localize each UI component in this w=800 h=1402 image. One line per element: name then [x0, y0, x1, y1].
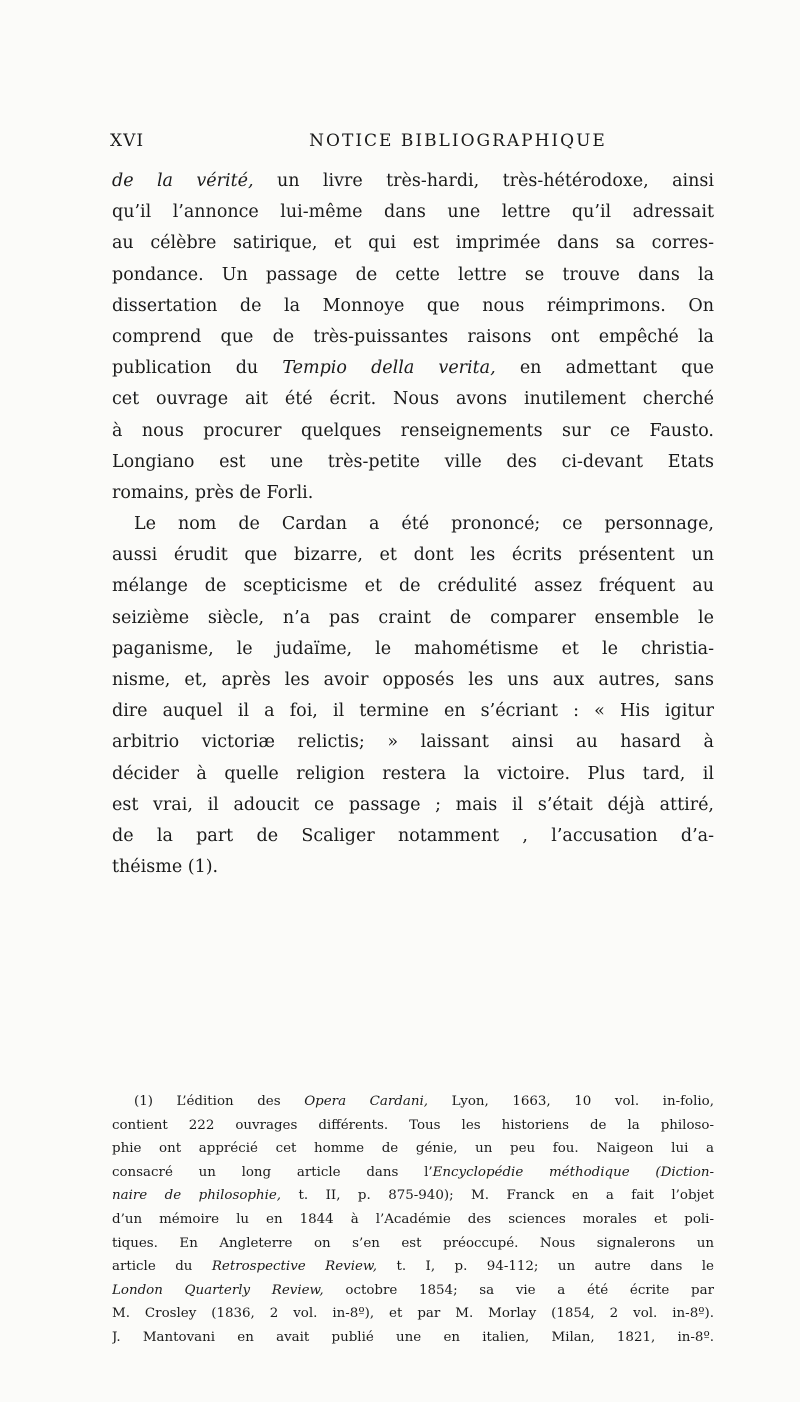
- book-title: naire de philosophie,: [112, 1188, 282, 1204]
- page-number: XVI: [110, 131, 145, 151]
- main-text: [112, 166, 714, 883]
- text-line: à nous procurer quelques renseignements sur ce Fausto.: [112, 420, 714, 441]
- text-line: théisme (1).: [112, 857, 219, 878]
- footnote-line: phie ont apprécié cet homme de génie, un peu fou. Naigeon lui a: [112, 1141, 714, 1157]
- footnote-line: tiques. En Angleterre on s’en est préoccupé. Nous signalerons un: [112, 1235, 714, 1251]
- book-title: London Quarterly Review,: [112, 1282, 324, 1298]
- text-line: Longiano est une très-petite ville des ci-devant Etats: [112, 451, 714, 472]
- book-title: Encyclopédie méthodique (Diction-: [432, 1164, 714, 1180]
- text-line: nisme, et, après les avoir opposés les uns aux autres, sans: [112, 670, 714, 690]
- footnote-line: London Quarterly Review, octobre 1854; sa vie a été écrite par: [112, 1282, 714, 1298]
- text-line: décider à quelle religion restera la victoire. Plus tard, il: [112, 763, 714, 784]
- page-header: [110, 131, 710, 155]
- book-title: Retrospective Review,: [211, 1259, 378, 1275]
- text-line: Le nom de Cardan a été prononcé; ce personnage,: [134, 514, 714, 535]
- text-line: aussi érudit que bizarre, et dont les écrits présentent un: [112, 545, 714, 566]
- footnote-line: naire de philosophie, t. II, p. 875-940); M. Franck en a fait l’objet: [112, 1188, 714, 1204]
- footnote-line: J. Mantovani en avait publié une en italien, Milan, 1821, in-8º.: [112, 1329, 714, 1345]
- text-line: cet ouvrage ait été écrit. Nous avons inutilement cherché: [112, 389, 714, 410]
- text-line: publication du Tempio della verita, en admettant que: [112, 358, 714, 379]
- text-line: de la part de Scaliger notamment , l’accusation d’a-: [112, 825, 714, 846]
- text-line: au célèbre satirique, et qui est imprimée dans sa corres-: [112, 233, 714, 254]
- text-line: pondance. Un passage de cette lettre se trouve dans la: [112, 264, 714, 285]
- footnote: [112, 1090, 714, 1350]
- text-line: comprend que de très-puissantes raisons ont empêché la: [112, 326, 714, 347]
- footnote-line: (1) L’édition des Opera Cardani, Lyon, 1663, 10 vol. in-folio,: [134, 1094, 714, 1109]
- text-line: arbitrio victoriæ relictis; » laissant ainsi au hasard à: [112, 732, 714, 753]
- text-line: dissertation de la Monnoye que nous réimprimons. On: [112, 295, 714, 316]
- text-line: paganisme, le judaïme, le mahométisme et le christia-: [112, 638, 714, 659]
- text-line: de la vérité, un livre très-hardi, très-hétérodoxe, ainsi: [112, 171, 714, 191]
- running-title: NOTICE BIBLIOGRAPHIQUE: [309, 131, 607, 151]
- text-line: seizième siècle, n’a pas craint de comparer ensemble le: [112, 607, 714, 628]
- footnote-line: consacré un long article dans l’Encyclopédie méthodique (Diction-: [112, 1164, 714, 1180]
- text-line: est vrai, il adoucit ce passage ; mais il s’était déjà attiré,: [112, 794, 714, 815]
- text-line: mélange de scepticisme et de crédulité assez fréquent au: [112, 576, 714, 597]
- footnote-line: article du Retrospective Review, t. I, p. 94-112; un autre dans le: [112, 1259, 714, 1275]
- book-title: Tempio della verita,: [282, 358, 496, 379]
- text-line: qu’il l’annonce lui-même dans une lettre qu’il adressait: [112, 202, 714, 223]
- book-title: Opera Cardani,: [304, 1094, 428, 1109]
- footnote-line: d’un mémoire lu en 1844 à l’Académie des sciences morales et poli-: [112, 1211, 714, 1227]
- book-title: de la vérité,: [112, 171, 254, 191]
- footnote-line: contient 222 ouvrages différents. Tous les historiens de la philoso-: [112, 1117, 714, 1133]
- footnote-line: M. Crosley (1836, 2 vol. in-8º), et par M. Morlay (1854, 2 vol. in-8º).: [112, 1306, 714, 1322]
- text-line: romains, près de Forli.: [112, 482, 314, 503]
- text-line: dire auquel il a foi, il termine en s’écriant : « His igitur: [112, 701, 714, 722]
